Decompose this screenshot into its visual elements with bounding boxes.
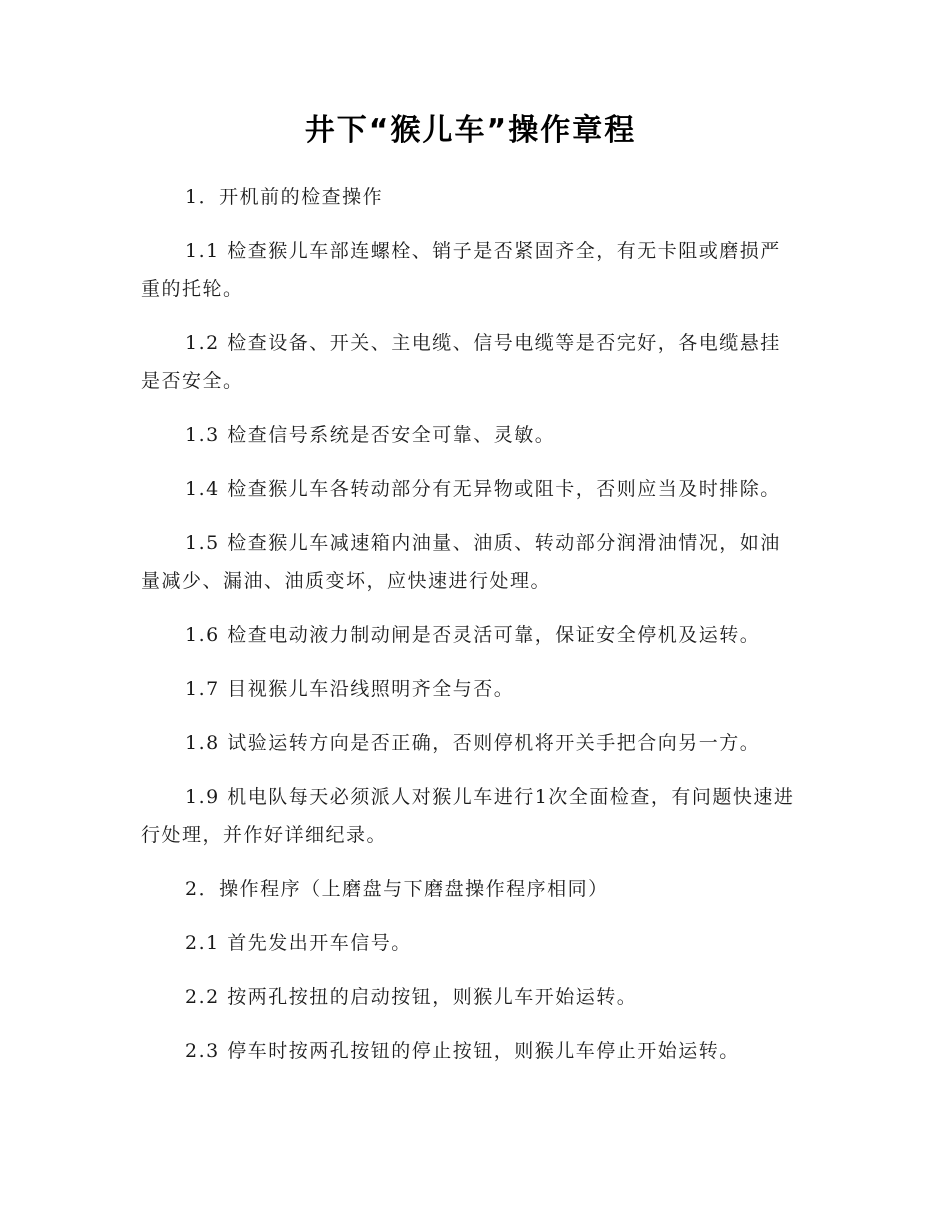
paragraph-1-8: 1.8 试验运转方向是否正确，否则停机将开关手把合向另一方。 <box>185 732 761 754</box>
document-title: 井下“猴儿车”操作章程 <box>304 113 637 148</box>
paragraph-1-1: 1.1 检查猴儿车部连螺栓、销子是否紧固齐全，有无卡阻或磨损严重的托轮。 <box>141 240 781 300</box>
section-2-heading: 2．操作程序（上磨盘与下磨盘操作程序相同） <box>185 878 609 900</box>
paragraph-1-7: 1.7 目视猴儿车沿线照明齐全与否。 <box>185 678 515 700</box>
paragraph-1-4: 1.4 检查猴儿车各转动部分有无异物或阻卡，否则应当及时排除。 <box>185 478 781 500</box>
section-1-heading: 1．开机前的检查操作 <box>185 186 384 208</box>
paragraph-1-9: 1.9 机电队每天必须派人对猴儿车进行1次全面检查，有问题快速进行处理，并作好详细纪录。 <box>141 786 795 846</box>
paragraph-2-1: 2.1 首先发出开车信号。 <box>185 932 412 954</box>
paragraph-1-2: 1.2 检查设备、开关、主电缆、信号电缆等是否完好，各电缆悬挂是否安全。 <box>141 332 781 392</box>
paragraph-1-6: 1.6 检查电动液力制动闸是否灵活可靠，保证安全停机及运转。 <box>185 624 761 646</box>
paragraph-2-3: 2.3 停车时按两孔按钮的停止按钮，则猴儿车停止开始运转。 <box>185 1040 740 1062</box>
paragraph-2-2: 2.2 按两孔按扭的启动按钮，则猴儿车开始运转。 <box>185 986 638 1008</box>
paragraph-1-3: 1.3 检查信号系统是否安全可靠、灵敏。 <box>185 424 556 446</box>
paragraph-1-5: 1.5 检查猴儿车减速箱内油量、油质、转动部分润滑油情况，如油量减少、漏油、油质变坏，应快速进行处理。 <box>141 532 781 592</box>
